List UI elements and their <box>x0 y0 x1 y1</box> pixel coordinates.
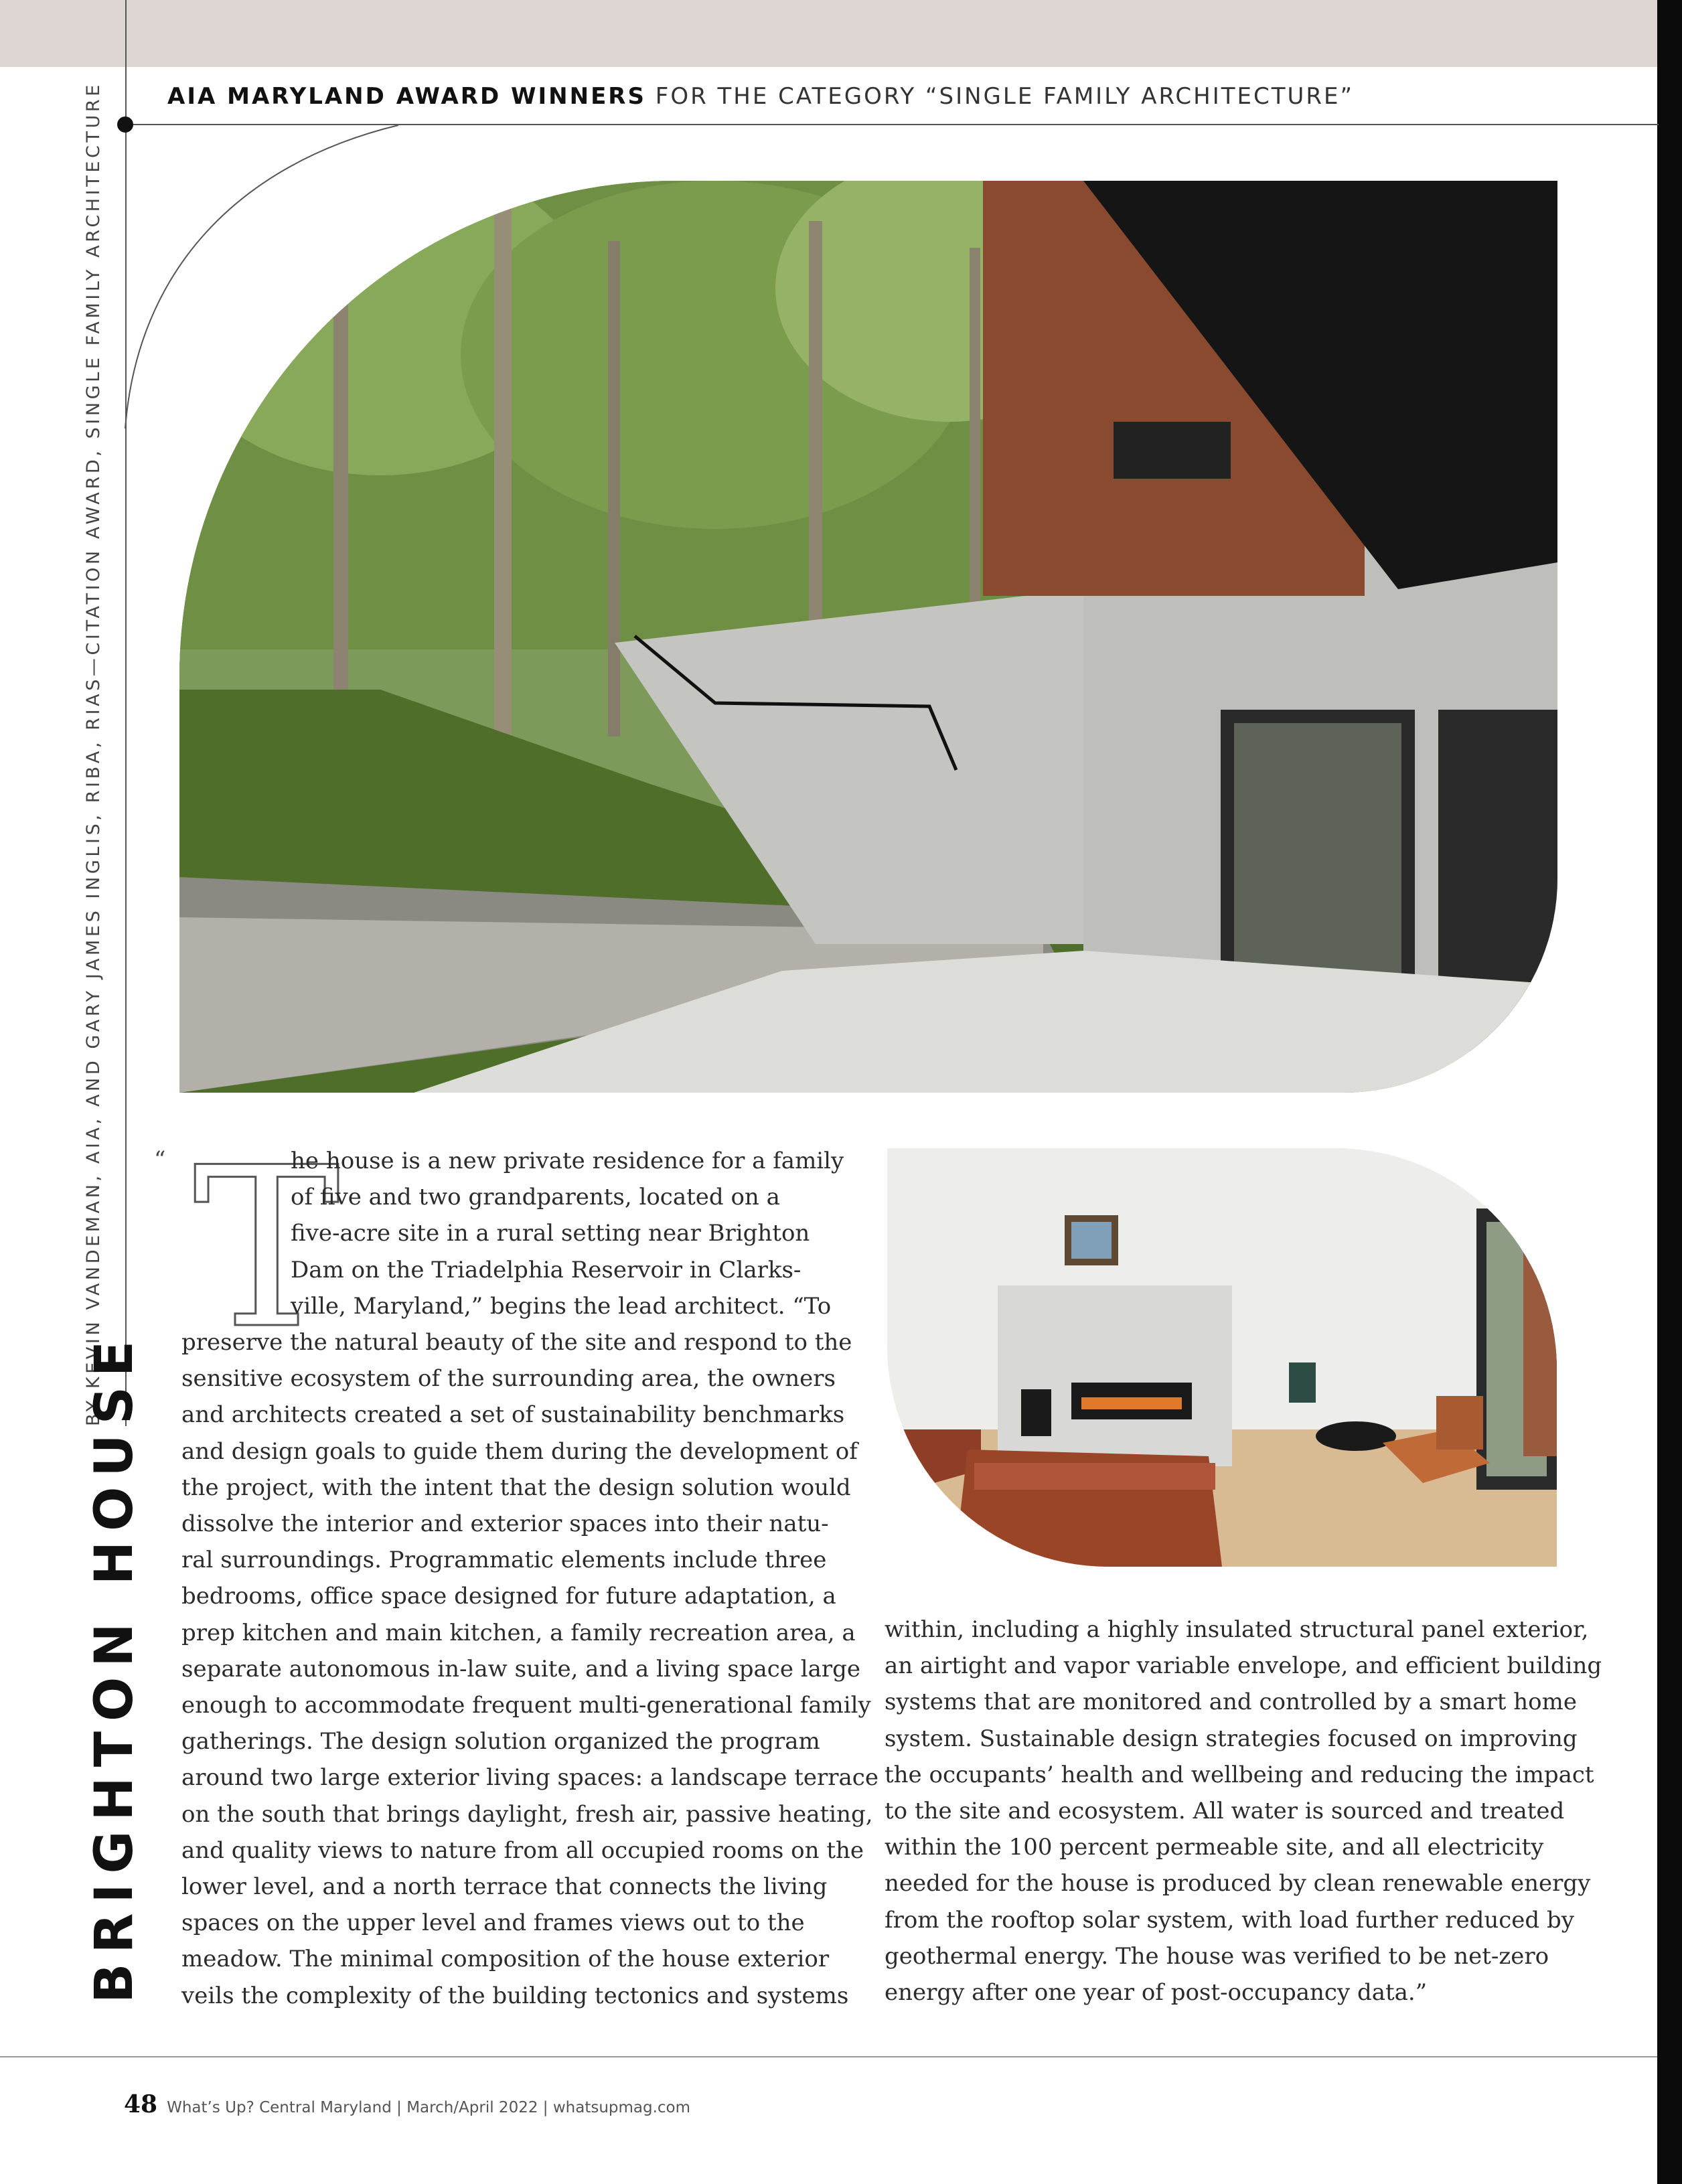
text-line: within, including a highly insulated structural panel exterior, <box>885 1616 1589 1643</box>
text-line: and design goals to guide them during the development of <box>181 1437 858 1465</box>
text-line: five-acre site in a rural setting near Brighton <box>291 1220 810 1247</box>
exterior-photo <box>179 181 1557 1093</box>
header-bold: AIA MARYLAND AWARD WINNERS <box>167 83 646 110</box>
text-line: dissolve the interior and exterior spaces into their natu- <box>181 1510 829 1537</box>
text-line: system. Sustainable design strategies focused on improving <box>885 1725 1578 1752</box>
section-header <box>167 83 1354 110</box>
footer-text: What’s Up? Central Maryland | March/April 2022 | whatsupmag.com <box>167 2099 691 2116</box>
text-line: an airtight and vapor variable envelope, and efficient building <box>885 1652 1602 1680</box>
drop-cap: T <box>193 1120 341 1377</box>
text-line: of five and two grandparents, located on a <box>291 1184 780 1211</box>
text-line: systems that are monitored and controlled by a smart home <box>885 1689 1577 1716</box>
text-line: meadow. The minimal composition of the house exterior <box>181 1946 830 1973</box>
text-line: needed for the house is produced by clean renewable energy <box>885 1870 1591 1897</box>
page-footer <box>124 2090 690 2118</box>
text-line: the occupants’ health and wellbeing and reducing the impact <box>885 1761 1594 1788</box>
text-line: around two large exterior living spaces: a landscape terrace <box>181 1764 878 1792</box>
text-line: and quality views to nature from all occupied rooms on the <box>181 1837 864 1864</box>
text-line: on the south that brings daylight, fresh air, passive heating, <box>181 1800 873 1828</box>
text-line: sensitive ecosystem of the surrounding area, the owners <box>181 1365 836 1393</box>
header-rest: FOR THE CATEGORY “SINGLE FAMILY ARCHITECTURE” <box>645 83 1355 110</box>
footer-rule <box>0 2056 1657 2057</box>
page-number: 48 <box>124 2090 158 2118</box>
text-line: and architects created a set of sustainability benchmarks <box>181 1401 845 1429</box>
text-line: within the 100 percent permeable site, and all electricity <box>885 1834 1544 1861</box>
top-color-band <box>0 0 1657 67</box>
text-line: preserve the natural beauty of the site and respond to the <box>181 1329 852 1356</box>
text-line: enough to accommodate frequent multi-generational family <box>181 1692 871 1719</box>
author-credit: BY KEVIN VANDEMAN, AIA, AND GARY JAMES INGLIS, RIBA, RIAS—CITATION AWARD, SINGLE FAMILY ARCHITECTURE <box>83 82 104 1426</box>
text-line: geothermal energy. The house was verified to be net-zero <box>885 1942 1549 1970</box>
text-line: gatherings. The design solution organized the program <box>181 1728 820 1756</box>
right-edge-band <box>1657 0 1682 2184</box>
interior-photo <box>887 1148 1557 1567</box>
text-line: from the rooftop solar system, with load further reduced by <box>885 1906 1574 1934</box>
text-line: bedrooms, office space designed for future adaptation, a <box>181 1583 836 1610</box>
text-line: lower level, and a north terrace that connects the living <box>181 1873 828 1900</box>
text-line: ville, Maryland,” begins the lead architect. “To <box>291 1292 832 1320</box>
opening-quote-mark: “ <box>154 1146 166 1173</box>
text-line: to the site and ecosystem. All water is sourced and treated <box>885 1798 1565 1824</box>
text-line: separate autonomous in-law suite, and a living space large <box>181 1655 861 1683</box>
text-line: the project, with the intent that the design solution would <box>181 1474 851 1501</box>
text-line: he house is a new private residence for a family <box>291 1148 844 1174</box>
text-line: energy after one year of post-occupancy data.” <box>885 1979 1428 2006</box>
text-line: prep kitchen and main kitchen, a family recreation area, a <box>181 1619 856 1646</box>
text-line: ral surroundings. Programmatic elements include three <box>181 1547 827 1574</box>
article-title: BRIGHTON HOUSE <box>84 1330 145 2003</box>
text-line: Dam on the Triadelphia Reservoir in Clarks- <box>291 1256 801 1283</box>
text-line: veils the complexity of the building tectonics and systems <box>181 1982 849 2009</box>
text-line: spaces on the upper level and frames views out to the <box>181 1909 805 1937</box>
